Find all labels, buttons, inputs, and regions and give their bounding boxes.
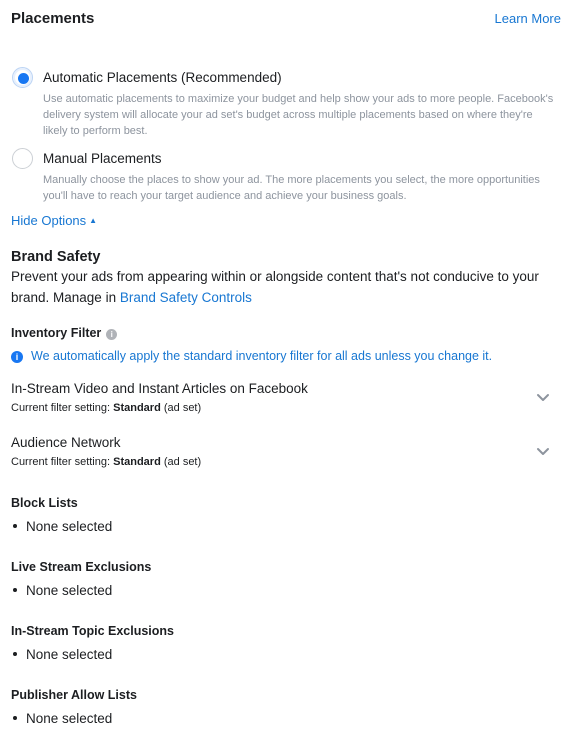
filter-setting-suffix: (ad set) (163, 456, 202, 468)
brand-safety-controls-link[interactable]: Brand Safety Controls (119, 290, 252, 305)
learn-more-link[interactable]: Learn More (494, 11, 561, 26)
filter-row-title: In-Stream Video and Instant Articles on Facebook (11, 381, 308, 396)
live-stream-exclusions-title: Live Stream Exclusions (11, 560, 152, 574)
info-icon[interactable]: i (106, 329, 117, 340)
filter-setting-prefix: Current filter setting: (11, 456, 111, 468)
list-item (11, 519, 112, 534)
block-lists-title: Block Lists (11, 496, 78, 510)
list-item-text: None selected (26, 583, 113, 598)
list-item-text: None selected (26, 711, 113, 726)
filter-row-title: Audience Network (11, 435, 121, 450)
info-icon: i (11, 351, 23, 363)
filter-row-instream-video[interactable] (11, 381, 556, 423)
list-item-text: None selected (26, 519, 113, 534)
filter-row-setting (11, 456, 201, 468)
list-item-text: None selected (26, 647, 113, 662)
list-item (11, 583, 112, 598)
brand-safety-title: Brand Safety (11, 249, 101, 265)
automatic-placements-label[interactable]: Automatic Placements (Recommended) (43, 70, 282, 85)
filter-row-setting (11, 402, 201, 414)
bullet (13, 588, 17, 592)
filter-setting-suffix: (ad set) (163, 402, 202, 414)
radio-selected-dot (18, 73, 29, 84)
inventory-filter-notice (11, 349, 492, 363)
automatic-placements-description: Use automatic placements to maximize your budget and help show your ads to more people. Facebook's delivery system will allocate your ad set's budget across multiple placements based on where they're likely to perform best. (43, 93, 554, 137)
manual-placements-description: Manually choose the places to show your ad. The more placements you select, the more opportunities you'll have to reach your target audience and achieve your business goals. (43, 174, 540, 202)
filter-row-audience-network[interactable] (11, 435, 556, 477)
brand-safety-description-text: Prevent your ads from appearing within or alongside content that's not conducive to your brand. Manage in (11, 269, 539, 305)
hide-options-label: Hide Options (11, 213, 87, 228)
chevron-down-icon[interactable] (534, 442, 552, 460)
bullet (13, 652, 17, 656)
hide-options-toggle[interactable] (11, 213, 97, 228)
inventory-filter-heading (11, 326, 117, 340)
filter-setting-value: Standard (113, 402, 161, 414)
list-item (11, 711, 112, 726)
inventory-filter-title: Inventory Filter (11, 326, 102, 340)
automatic-placements-radio[interactable] (12, 67, 33, 88)
manual-placements-radio[interactable] (12, 148, 33, 169)
publisher-allow-lists-title: Publisher Allow Lists (11, 688, 137, 702)
inventory-filter-notice-text: We automatically apply the standard inventory filter for all ads unless you change it. (31, 349, 493, 363)
chevron-down-icon[interactable] (534, 388, 552, 406)
filter-setting-value: Standard (113, 456, 161, 468)
placements-title: Placements (11, 10, 95, 27)
bullet (13, 524, 17, 528)
list-item (11, 647, 112, 662)
bullet (13, 716, 17, 720)
brand-safety-description (11, 266, 551, 308)
manual-placements-label[interactable]: Manual Placements (43, 151, 162, 166)
filter-setting-prefix: Current filter setting: (11, 402, 111, 414)
instream-topic-exclusions-title: In-Stream Topic Exclusions (11, 624, 175, 638)
caret-up-icon: ▲ (89, 216, 98, 225)
